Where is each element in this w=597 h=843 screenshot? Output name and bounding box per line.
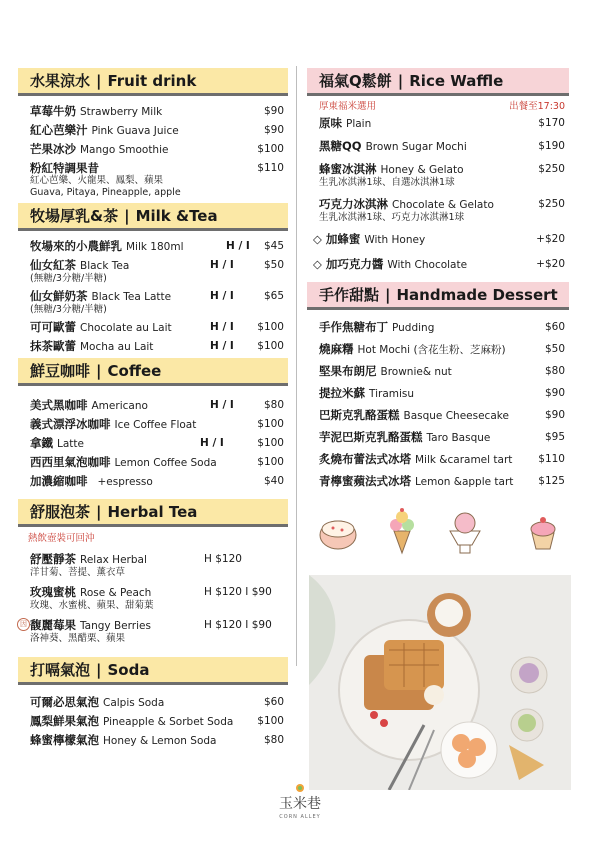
herbal-note: 熱飲壺裝可回沖 — [28, 533, 95, 544]
waffle-photo-illustration — [309, 575, 571, 790]
price: $110 — [257, 162, 284, 174]
menu-item: 蜂蜜冰淇淋 Honey & Gelato $250 生乳冰淇淋1球、自選冰淇淋1球 — [319, 162, 565, 188]
dessert-list — [307, 310, 569, 489]
milk-tea-list — [18, 231, 288, 354]
corn-alley-logo-icon — [250, 782, 350, 822]
menu-item: 蜂蜜檸檬氣泡 Honey & Lemon Soda $80 — [30, 733, 284, 747]
right-column — [307, 68, 569, 496]
menu-item: 巧克力冰淇淋 Chocolate & Gelato $250 生乳冰淇淋1球、巧克力冰淇淋1球 — [319, 197, 565, 223]
fruit-drink-list — [18, 96, 288, 199]
brand-logo — [250, 782, 350, 822]
section-title-zh: 水果涼水 — [30, 72, 91, 90]
menu-item: 提拉米蘇 Tiramisu $90 — [319, 386, 565, 400]
menu-item: 西西里氣泡咖啡 Lemon Coffee Soda $100 — [30, 455, 284, 469]
section-header-soda: 打嗝氣泡 | Soda — [18, 657, 288, 685]
menu-item: 因 馥麗莓果 Tangy Berries H $120 I $90 洛神葵、黑醋栗、蘋果 — [30, 618, 284, 645]
warning-badge-icon: 因 — [17, 618, 30, 631]
menu-item: 仙女鮮奶茶 Black Tea Latte H / I $65 (無糖/3分糖/半糖) — [30, 289, 284, 315]
menu-item: 拿鐵 Latte H / I $100 — [30, 436, 284, 450]
menu-item-addon: ◇ 加蜂蜜 With Honey +$20 — [313, 232, 565, 246]
menu-item: 可爾必思氣泡 Calpis Soda $60 — [30, 695, 284, 709]
section-header-milk-tea: 牧場厚乳&茶 | Milk &Tea — [18, 203, 288, 231]
menu-item: 原味 Plain $170 — [319, 116, 565, 130]
menu-item: 青檸蜜蘋法式冰塔 Lemon &apple tart $125 — [319, 474, 565, 488]
menu-item: 紅心芭樂汁 Pink Guava Juice $90 — [30, 123, 284, 137]
menu-item: 加濃縮咖啡 +espresso $40 — [30, 474, 284, 488]
menu-item: 手作焦糖布丁 Pudding $60 — [319, 320, 565, 334]
menu-item: 美式黑咖啡 Americano H / I $80 — [30, 398, 284, 412]
waffle-note: 厚東福米選用 — [319, 101, 377, 112]
menu-item: 芒果冰沙 Mango Smoothie $100 — [30, 142, 284, 156]
section-header-fruit-drink: 水果涼水 | Fruit drink — [18, 68, 288, 96]
section-title-en: Fruit drink — [107, 71, 197, 90]
coffee-list — [18, 386, 288, 489]
menu-item: 堅果布朗尼 Brownie& nut $80 — [319, 364, 565, 378]
menu-item: 炙燒布蕾法式冰塔 Milk &caramel tart $110 — [319, 452, 565, 466]
menu-item: 牧場來的小農鮮乳 Milk 180ml H / I $45 — [30, 239, 284, 253]
ice-cream-cone-icon — [390, 508, 414, 553]
section-header-rice-waffle: 福氣Q鬆餅 | Rice Waffle — [307, 68, 569, 96]
left-column — [18, 68, 288, 752]
menu-item: 燒麻糬 Hot Mochi (含花生粉、芝麻粉) $50 — [319, 342, 565, 356]
waffle-serving-time: 出餐至17:30 — [509, 101, 565, 112]
price: $90 — [263, 124, 284, 136]
menu-item-addon: ◇ 加巧克力醬 With Chocolate +$20 — [313, 257, 565, 271]
menu-item: 粉紅特調果昔 $110 紅心芭樂、火龍果、鳳梨、蘋果 Guava, Pitaya, Pineapple, apple — [30, 161, 284, 198]
item-description: 紅心芭樂、火龍果、鳳梨、蘋果 — [30, 175, 164, 186]
item-description-en: Guava, Pitaya, Pineapple, apple — [30, 187, 181, 198]
menu-item: 舒壓靜茶 Relax Herbal H $120 洋甘菊、菩提、薰衣草 — [30, 552, 242, 578]
menu-item: 玫瑰蜜桃 Rose & Peach H $120 I $90 玫瑰、水蜜桃、蘋果、甜菊葉 — [30, 585, 272, 611]
sundae-cup-icon — [450, 513, 480, 553]
soda-list — [18, 685, 288, 748]
svg-text:CORN ALLEY: CORN ALLEY — [279, 814, 321, 820]
cupcake-icon — [531, 517, 555, 549]
rice-waffle-list — [307, 96, 569, 272]
svg-text:玉米巷: 玉米巷 — [279, 796, 321, 812]
menu-item: 義式漂浮冰咖啡 Ice Coffee Float $100 — [30, 417, 284, 431]
column-divider — [296, 66, 297, 666]
menu-item: 抹茶歐蕾 Mocha au Lait H / I $100 — [30, 339, 284, 353]
menu-item: 巴斯克乳酪蛋糕 Basque Cheesecake $90 — [319, 408, 565, 422]
menu-item: 芋泥巴斯克乳酪蛋糕 Taro Basque $95 — [319, 430, 565, 444]
section-header-handmade-dessert: 手作甜點 | Handmade Dessert — [307, 282, 569, 310]
section-header-herbal-tea: 舒服泡茶 | Herbal Tea — [18, 499, 288, 527]
menu-item: 可可歐蕾 Chocolate au Lait H / I $100 — [30, 320, 284, 334]
menu-item: 仙女紅茶 Black Tea H / I $50 (無糖/3分糖/半糖) — [30, 258, 284, 284]
cake-roll-icon — [320, 521, 356, 549]
price: $90 — [263, 105, 284, 117]
dessert-illustrations — [310, 505, 572, 557]
section-header-coffee: 鮮豆咖啡 | Coffee — [18, 358, 288, 386]
menu-item: 鳳梨鮮果氣泡 Pineapple & Sorbet Soda $100 — [30, 714, 284, 728]
menu-item: 草莓牛奶 Strawberry Milk $90 — [30, 104, 284, 118]
herbal-tea-list — [18, 527, 288, 645]
dessert-photo — [309, 575, 571, 790]
price: $100 — [257, 143, 284, 155]
menu-item: 黑糖QQ Brown Sugar Mochi $190 — [319, 139, 565, 153]
